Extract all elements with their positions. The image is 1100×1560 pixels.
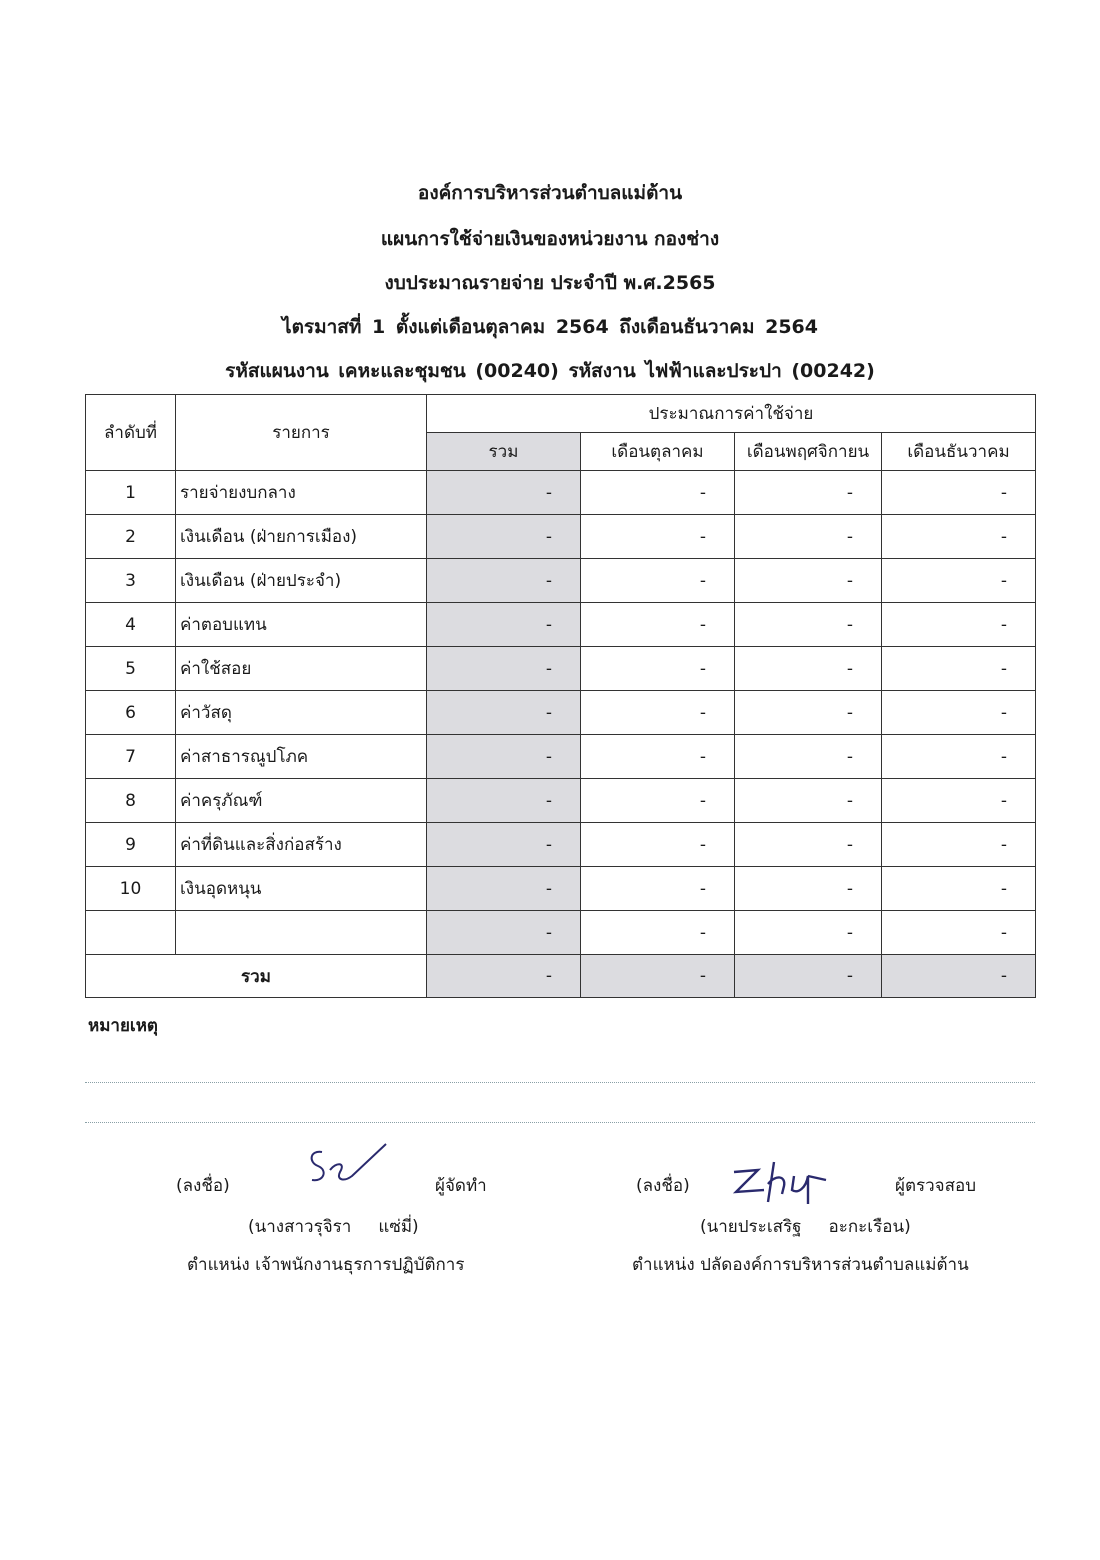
row-item: ค่าสาธารณูปโภค [176, 735, 427, 779]
right-sign-prefix: (ลงชื่อ) [636, 1176, 690, 1196]
row-no: 4 [86, 603, 176, 647]
left-sign-prefix: (ลงชื่อ) [176, 1176, 230, 1196]
sum-label: รวม [86, 955, 427, 998]
signature-left-icon [300, 1138, 395, 1198]
row-item [176, 911, 427, 955]
row-total: - [427, 647, 581, 691]
row-nov: - [735, 515, 882, 559]
row-dec: - [882, 735, 1036, 779]
table-row [86, 823, 1036, 867]
row-item: เงินอุดหนุน [176, 867, 427, 911]
right-position: ตำแหน่ง ปลัดองค์การบริหารส่วนตำบลแม่ต้าน [632, 1255, 969, 1275]
row-oct: - [581, 779, 735, 823]
org-title: องค์การบริหารส่วนตำบลแม่ต้าน [417, 182, 683, 204]
row-no: 5 [86, 647, 176, 691]
row-nov: - [735, 603, 882, 647]
plan-title: แผนการใช้จ่ายเงินของหน่วยงาน กองช่าง [380, 228, 720, 250]
row-dec: - [882, 867, 1036, 911]
col-header-item: รายการ [176, 395, 427, 471]
remark-line [85, 1082, 1035, 1083]
row-no: 8 [86, 779, 176, 823]
col-header-total: รวม [427, 433, 581, 471]
row-no [86, 911, 176, 955]
row-nov: - [735, 823, 882, 867]
row-no: 1 [86, 471, 176, 515]
sum-nov: - [735, 955, 882, 998]
col-header-nov: เดือนพฤศจิกายน [735, 433, 882, 471]
col-header-dec: เดือนธันวาคม [882, 433, 1036, 471]
remark-line [85, 1122, 1035, 1123]
table-row [86, 515, 1036, 559]
row-oct: - [581, 911, 735, 955]
table-row [86, 779, 1036, 823]
row-total: - [427, 911, 581, 955]
table-row [86, 471, 1036, 515]
row-nov: - [735, 779, 882, 823]
row-item: ค่าใช้สอย [176, 647, 427, 691]
row-no: 3 [86, 559, 176, 603]
right-role: ผู้ตรวจสอบ [895, 1176, 977, 1196]
quarter-range: ไตรมาสที่ 1 ตั้งแต่เดือนตุลาคม 2564 ถึงเดือนธันวาคม 2564 [282, 316, 818, 338]
row-nov: - [735, 735, 882, 779]
left-role: ผู้จัดทำ [435, 1176, 487, 1196]
row-oct: - [581, 471, 735, 515]
row-nov: - [735, 559, 882, 603]
col-header-group: ประมาณการค่าใช้จ่าย [427, 395, 1036, 433]
row-item: เงินเดือน (ฝ่ายการเมือง) [176, 515, 427, 559]
row-total: - [427, 823, 581, 867]
col-header-oct: เดือนตุลาคม [581, 433, 735, 471]
row-dec: - [882, 647, 1036, 691]
sum-total: - [427, 955, 581, 998]
signature-right-icon [728, 1158, 838, 1208]
row-total: - [427, 867, 581, 911]
row-no: 7 [86, 735, 176, 779]
col-header-no: ลำดับที่ [86, 395, 176, 471]
table-row [86, 867, 1036, 911]
row-item: รายจ่ายงบกลาง [176, 471, 427, 515]
row-nov: - [735, 867, 882, 911]
remark-label: หมายเหตุ [88, 1016, 158, 1036]
row-nov: - [735, 647, 882, 691]
table-row [86, 559, 1036, 603]
row-oct: - [581, 691, 735, 735]
sum-oct: - [581, 955, 735, 998]
plan-codes: รหัสแผนงาน เคหะและชุมชน (00240) รหัสงาน ไฟฟ้าและประปา (00242) [225, 360, 875, 382]
row-dec: - [882, 911, 1036, 955]
row-oct: - [581, 559, 735, 603]
right-name: (นายประเสริฐ อะกะเรือน) [700, 1217, 911, 1237]
table-row [86, 647, 1036, 691]
row-nov: - [735, 911, 882, 955]
row-dec: - [882, 779, 1036, 823]
row-nov: - [735, 691, 882, 735]
table-row [86, 735, 1036, 779]
row-dec: - [882, 515, 1036, 559]
budget-year: งบประมาณรายจ่าย ประจำปี พ.ศ.2565 [384, 272, 716, 294]
left-name: (นางสาวรุจิรา แซ่มี่) [248, 1217, 419, 1237]
row-item: ค่าครุภัณฑ์ [176, 779, 427, 823]
left-position: ตำแหน่ง เจ้าพนักงานธุรการปฏิบัติการ [187, 1255, 465, 1275]
table-row [86, 691, 1036, 735]
row-oct: - [581, 515, 735, 559]
table-row [86, 911, 1036, 955]
row-no: 9 [86, 823, 176, 867]
row-item: เงินเดือน (ฝ่ายประจำ) [176, 559, 427, 603]
row-dec: - [882, 559, 1036, 603]
row-oct: - [581, 647, 735, 691]
row-no: 6 [86, 691, 176, 735]
table-row [86, 603, 1036, 647]
row-oct: - [581, 823, 735, 867]
row-oct: - [581, 603, 735, 647]
row-total: - [427, 471, 581, 515]
row-total: - [427, 603, 581, 647]
row-oct: - [581, 735, 735, 779]
row-dec: - [882, 471, 1036, 515]
row-item: ค่าที่ดินและสิ่งก่อสร้าง [176, 823, 427, 867]
row-item: ค่าวัสดุ [176, 691, 427, 735]
row-oct: - [581, 867, 735, 911]
row-dec: - [882, 823, 1036, 867]
row-total: - [427, 559, 581, 603]
row-total: - [427, 779, 581, 823]
expense-plan-table [85, 394, 1036, 998]
row-total: - [427, 735, 581, 779]
row-dec: - [882, 603, 1036, 647]
row-nov: - [735, 471, 882, 515]
row-no: 2 [86, 515, 176, 559]
row-dec: - [882, 691, 1036, 735]
row-item: ค่าตอบแทน [176, 603, 427, 647]
row-no: 10 [86, 867, 176, 911]
row-total: - [427, 691, 581, 735]
sum-dec: - [882, 955, 1036, 998]
row-total: - [427, 515, 581, 559]
